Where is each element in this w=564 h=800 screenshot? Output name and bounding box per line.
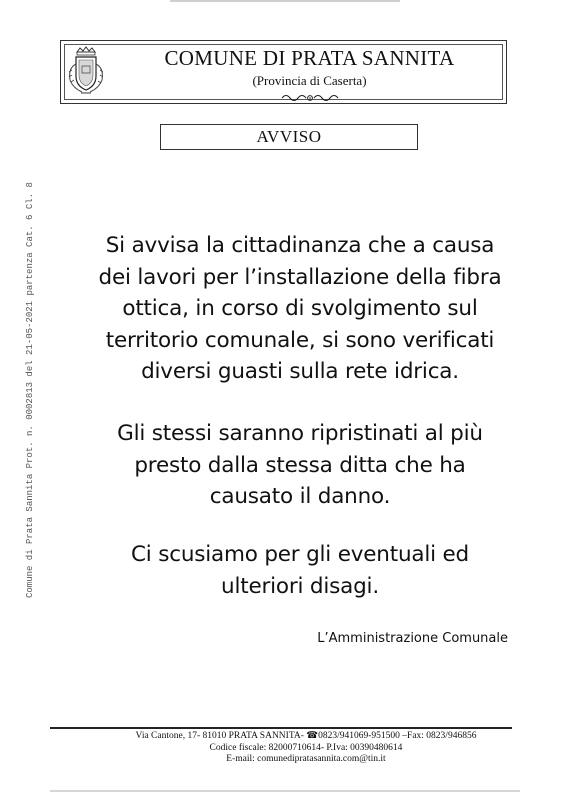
- text-line: territorio comunale, si sono verificati: [105, 327, 495, 353]
- ornament-flourish-icon: [280, 93, 340, 103]
- notice-paragraph-2: [40, 418, 560, 513]
- province-subtitle: (Provincia di Caserta): [252, 73, 367, 88]
- footer-divider: [50, 727, 512, 729]
- notice-paragraph-1: [40, 230, 560, 388]
- text-line: Si avvisa la cittadinanza che a causa: [105, 233, 495, 258]
- text-line: dei lavori per l’installazione della fibra: [98, 264, 502, 290]
- text-line: causato il danno.: [209, 484, 391, 509]
- text-line: diversi guasti sulla rete idrica.: [141, 359, 459, 384]
- signature: L’Amministrazione Comunale: [317, 631, 508, 646]
- municipality-name: COMUNE DI PRATA SANNITA: [164, 46, 455, 70]
- municipal-crest-icon: [64, 46, 108, 98]
- text-line: ottica, in corso di svolgimento sul: [122, 296, 478, 321]
- text-line: Gli stessi saranno ripristinati al più: [117, 421, 483, 446]
- text-line: ulteriori disagi.: [221, 573, 379, 599]
- footer-contacts: [50, 731, 562, 766]
- text-line: Ci scusiamo per gli eventuali ed: [130, 542, 470, 567]
- footer-email: E-mail: comunedipratasannita.com@tin.it: [226, 754, 386, 764]
- scan-edge-line-bottom: [50, 790, 520, 792]
- scan-edge-line: [170, 0, 400, 2]
- text-line: presto dalla stessa ditta che ha: [134, 452, 466, 478]
- footer-address: Via Cantone, 17- 81010 PRATA SANNITA- ☎0823/941069-951500 –Fax: 0823/946856: [135, 731, 477, 741]
- protocol-stamp: Comune di Prata Sannita Prot. n. 0002813 del 21-05-2021 partenza Cat. 6 Cl. 8: [25, 182, 35, 598]
- notice-label: AVVISO: [160, 124, 418, 150]
- notice-paragraph-3: [40, 539, 560, 602]
- footer-tax-codes: Codice fiscale: 82000710614- P.Iva: 00390480614: [209, 742, 403, 753]
